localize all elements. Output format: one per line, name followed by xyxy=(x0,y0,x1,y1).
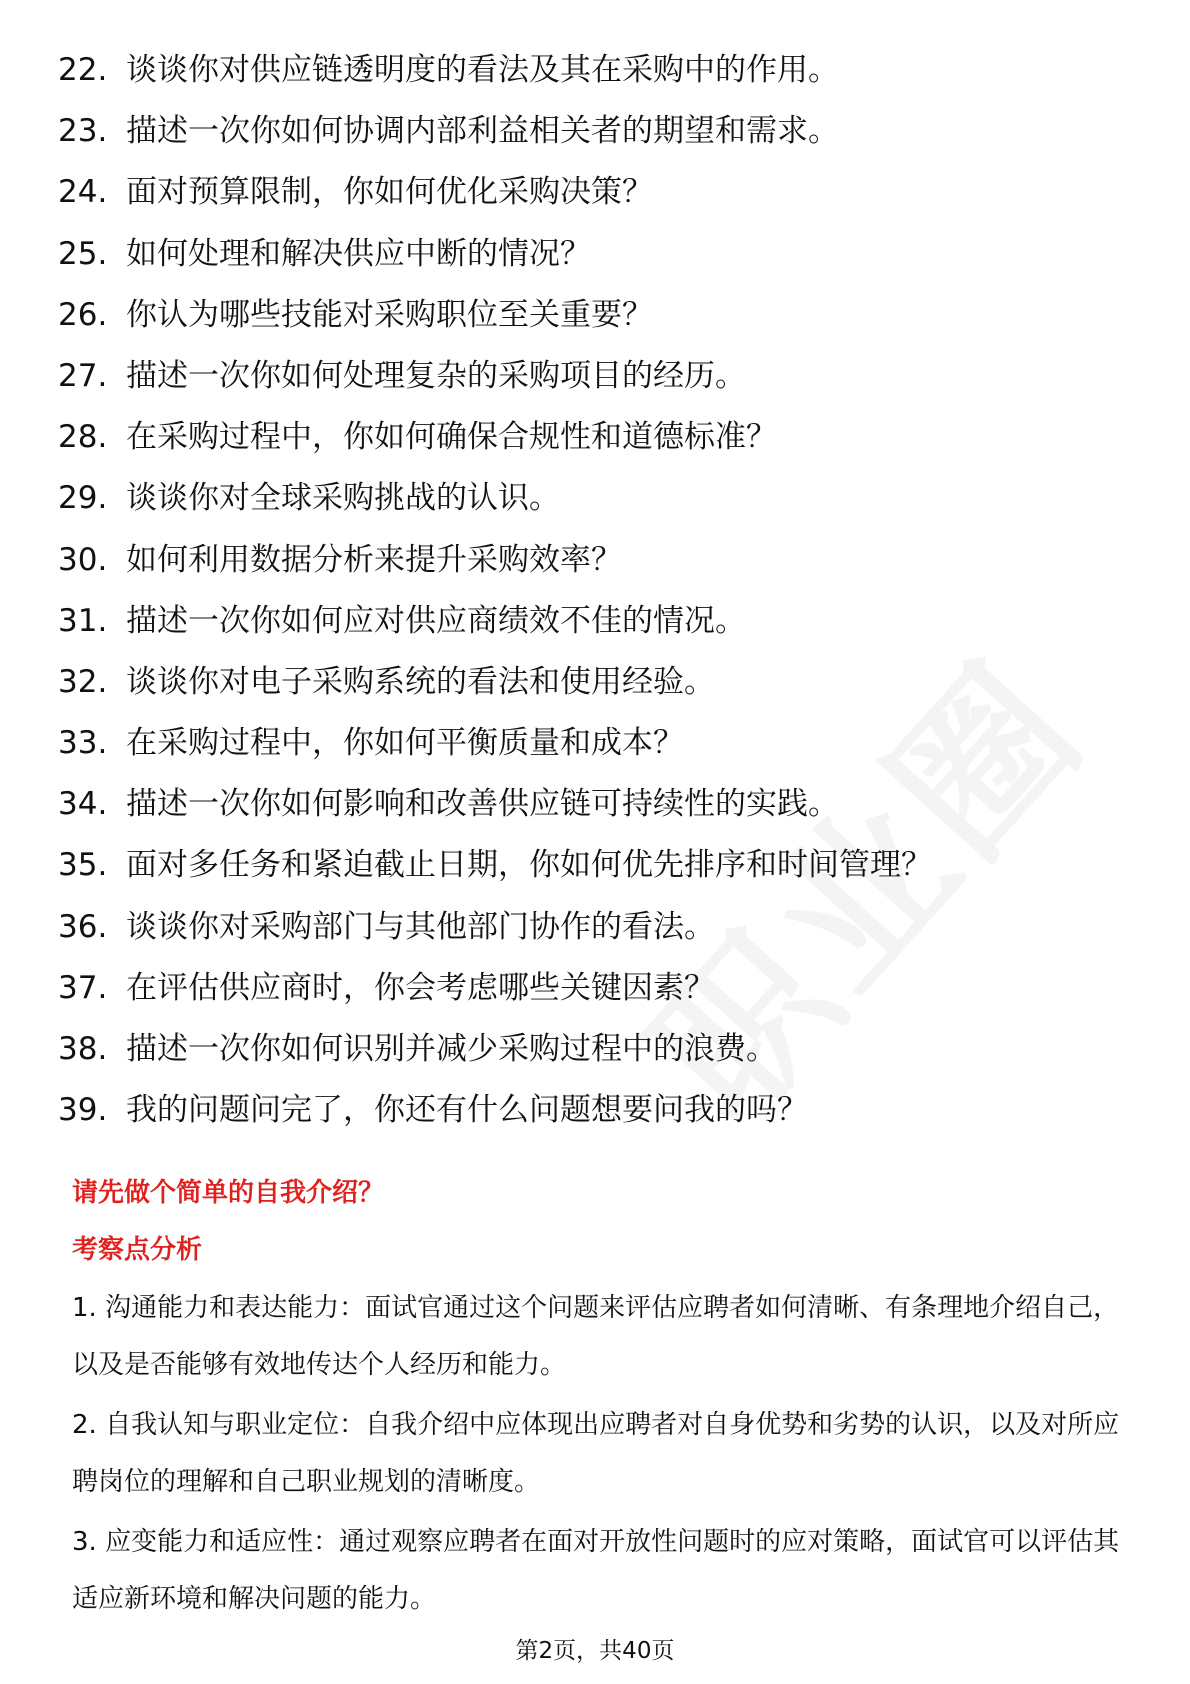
question-number: 30. xyxy=(58,541,108,578)
question-text: 谈谈你对全球采购挑战的认识。 xyxy=(126,480,560,517)
question-item xyxy=(58,845,1138,906)
analysis-point: 2. 自我认知与职业定位：自我介绍中应体现出应聘者对自身优势和劣势的认识，以及对所应聘岗位的理解和自己职业规划的清晰度。 xyxy=(72,1410,1120,1497)
question-item xyxy=(58,356,1138,417)
question-item xyxy=(58,540,1138,601)
question-text: 谈谈你对电子采购系统的看法和使用经验。 xyxy=(126,663,715,700)
question-text: 描述一次你如何协调内部利益相关者的期望和需求。 xyxy=(126,113,839,150)
question-number: 29. xyxy=(58,480,108,517)
question-list xyxy=(58,50,1138,1151)
question-text: 描述一次你如何应对供应商绩效不佳的情况。 xyxy=(126,602,746,639)
question-number: 28. xyxy=(58,419,108,456)
analysis-heading: 考察点分析 xyxy=(72,1235,203,1265)
question-text: 描述一次你如何影响和改善供应链可持续性的实践。 xyxy=(126,786,839,823)
question-item xyxy=(58,723,1138,784)
question-item xyxy=(58,417,1138,478)
analysis-list xyxy=(72,1280,1132,1631)
question-number: 23. xyxy=(58,113,108,150)
question-number: 39. xyxy=(58,1092,108,1129)
question-number: 31. xyxy=(58,602,108,639)
question-text: 描述一次你如何识别并减少采购过程中的浪费。 xyxy=(126,1031,777,1067)
question-text: 在采购过程中，你如何平衡质量和成本？ xyxy=(126,725,684,762)
question-text: 面对预算限制，你如何优化采购决策？ xyxy=(126,174,653,211)
question-number: 25. xyxy=(58,235,108,272)
question-number: 36. xyxy=(58,908,108,945)
question-item xyxy=(58,784,1138,845)
question-item xyxy=(58,662,1138,723)
question-item xyxy=(58,295,1138,356)
question-text: 我的问题问完了，你还有什么问题想要问我的吗？ xyxy=(126,1092,808,1129)
question-item xyxy=(58,111,1138,172)
question-item xyxy=(58,907,1138,968)
question-number: 22. xyxy=(58,52,108,88)
question-item xyxy=(58,478,1138,539)
question-number: 33. xyxy=(58,725,108,762)
page-footer: 第2页，共40页 xyxy=(515,1638,675,1664)
analysis-point: 1. 沟通能力和表达能力：面试官通过这个问题来评估应聘者如何清晰、有条理地介绍自己，以及是否能够有效地传达个人经历和能力。 xyxy=(72,1293,1120,1380)
question-text: 谈谈你对供应链透明度的看法及其在采购中的作用。 xyxy=(126,52,839,88)
analysis-point: 3. 应变能力和适应性：通过观察应聘者在面对开放性问题时的应对策略，面试官可以评估其适应新环境和解决问题的能力。 xyxy=(72,1527,1120,1614)
question-number: 26. xyxy=(58,296,108,333)
question-item xyxy=(58,50,1138,111)
question-text: 描述一次你如何处理复杂的采购项目的经历。 xyxy=(126,357,746,394)
question-number: 37. xyxy=(58,969,108,1006)
question-text: 谈谈你对采购部门与其他部门协作的看法。 xyxy=(126,908,715,945)
question-number: 32. xyxy=(58,663,108,700)
question-number: 34. xyxy=(58,786,108,823)
question-heading: 请先做个简单的自我介绍？ xyxy=(72,1178,385,1208)
question-item xyxy=(58,968,1138,1029)
question-item xyxy=(58,601,1138,662)
question-text: 在采购过程中，你如何确保合规性和道德标准？ xyxy=(126,419,777,456)
question-number: 35. xyxy=(58,847,108,884)
question-item xyxy=(58,1029,1138,1090)
question-text: 如何利用数据分析来提升采购效率？ xyxy=(126,541,622,578)
question-item xyxy=(58,1090,1138,1151)
question-item xyxy=(58,172,1138,233)
question-text: 如何处理和解决供应中断的情况？ xyxy=(126,235,591,272)
question-text: 你认为哪些技能对采购职位至关重要？ xyxy=(126,296,653,333)
question-number: 38. xyxy=(58,1031,108,1067)
question-text: 面对多任务和紧迫截止日期，你如何优先排序和时间管理？ xyxy=(126,847,932,884)
question-number: 27. xyxy=(58,357,108,394)
question-item xyxy=(58,234,1138,295)
question-text: 在评估供应商时，你会考虑哪些关键因素？ xyxy=(126,969,715,1006)
question-number: 24. xyxy=(58,174,108,211)
